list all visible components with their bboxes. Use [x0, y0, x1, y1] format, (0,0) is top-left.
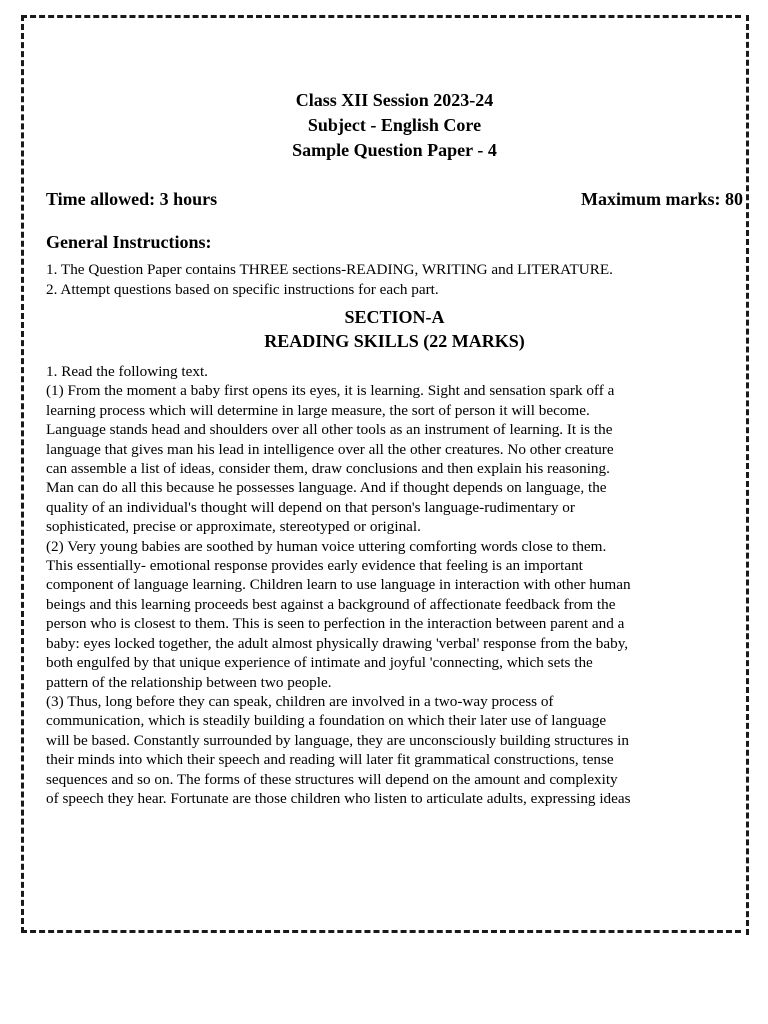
passage-line: sophisticated, precise or approximate, stereotyped or original.: [46, 518, 421, 536]
paper-number-title: Sample Question Paper - 4: [292, 140, 497, 160]
passage-line: pattern of the relationship between two people.: [46, 673, 332, 691]
dashed-border-right: [746, 15, 749, 935]
passage-line: Man can do all this because he possesses language. And if thought depends on language, the: [46, 479, 607, 497]
paper-header: [46, 88, 743, 163]
passage-line: This essentially- emotional response provides early evidence that feeling is an important: [46, 557, 583, 575]
section-subtitle: READING SKILLS (22 MARKS): [264, 331, 525, 351]
passage-line: of speech they hear. Fortunate are those children who listen to articulate adults, expressing ideas: [46, 789, 631, 807]
question-paper-page: [46, 88, 743, 808]
passage-line: sequences and so on. The forms of these structures will depend on the amount and complexity: [46, 770, 618, 788]
section-heading: [46, 305, 743, 353]
general-instructions-title: General Instructions:: [46, 232, 212, 252]
passage-line: Language stands head and shoulders over all other tools as an instrument of learning. It is the: [46, 421, 613, 439]
subject-title: Subject - English Core: [307, 115, 482, 135]
passage-line: (3) Thus, long before they can speak, children are involved in a two-way process of: [46, 692, 554, 710]
passage-line: communication, which is steadily building a foundation on which their later use of language: [46, 712, 607, 730]
maximum-marks: Maximum marks: 80: [581, 189, 743, 209]
exam-meta-row: [46, 189, 743, 210]
passage-line: quality of an individual's thought will depend on that person's language-rudimentary or: [46, 498, 575, 516]
passage-line: component of language learning. Children learn to use language in interaction with other human: [46, 576, 631, 594]
passage-line: baby: eyes locked together, the adult almost physically drawing 'verbal' response from the baby,: [46, 634, 629, 652]
general-instructions-list: [46, 260, 743, 300]
passage-line: their minds into which their speech and reading will later fit grammatical constructions, tense: [46, 751, 614, 769]
passage-line: can assemble a list of ideas, consider them, draw conclusions and then explain his reasoning.: [46, 460, 610, 478]
passage-line: 1. Read the following text.: [46, 363, 208, 380]
passage-line: both engulfed by that unique experience of intimate and joyful 'connecting, which sets the: [46, 654, 593, 672]
instruction-item: 2. Attempt questions based on specific instructions for each part.: [46, 281, 439, 298]
time-allowed: Time allowed: 3 hours: [46, 189, 218, 209]
section-title: SECTION-A: [344, 307, 445, 327]
instruction-item: 1. The Question Paper contains THREE sections-READING, WRITING and LITERATURE.: [46, 261, 613, 278]
passage-line: beings and this learning proceeds best against a background of affectionate feedback from the: [46, 595, 616, 613]
class-session-title: Class XII Session 2023-24: [295, 90, 494, 110]
passage-line: person who is closest to them. This is seen to perfection in the interaction between parent and a: [46, 615, 625, 633]
passage-line: (1) From the moment a baby first opens its eyes, it is learning. Sight and sensation spark off a: [46, 382, 615, 400]
passage-line: will be based. Constantly surrounded by language, they are unconsciously building structures in: [46, 731, 629, 749]
passage-line: learning process which will determine in large measure, the sort of person it will become.: [46, 401, 590, 419]
passage-line: (2) Very young babies are soothed by human voice uttering comforting words close to them.: [46, 537, 607, 555]
reading-passage: [46, 362, 743, 808]
passage-line: language that gives man his lead in intelligence over all the other creatures. No other creature: [46, 440, 614, 458]
